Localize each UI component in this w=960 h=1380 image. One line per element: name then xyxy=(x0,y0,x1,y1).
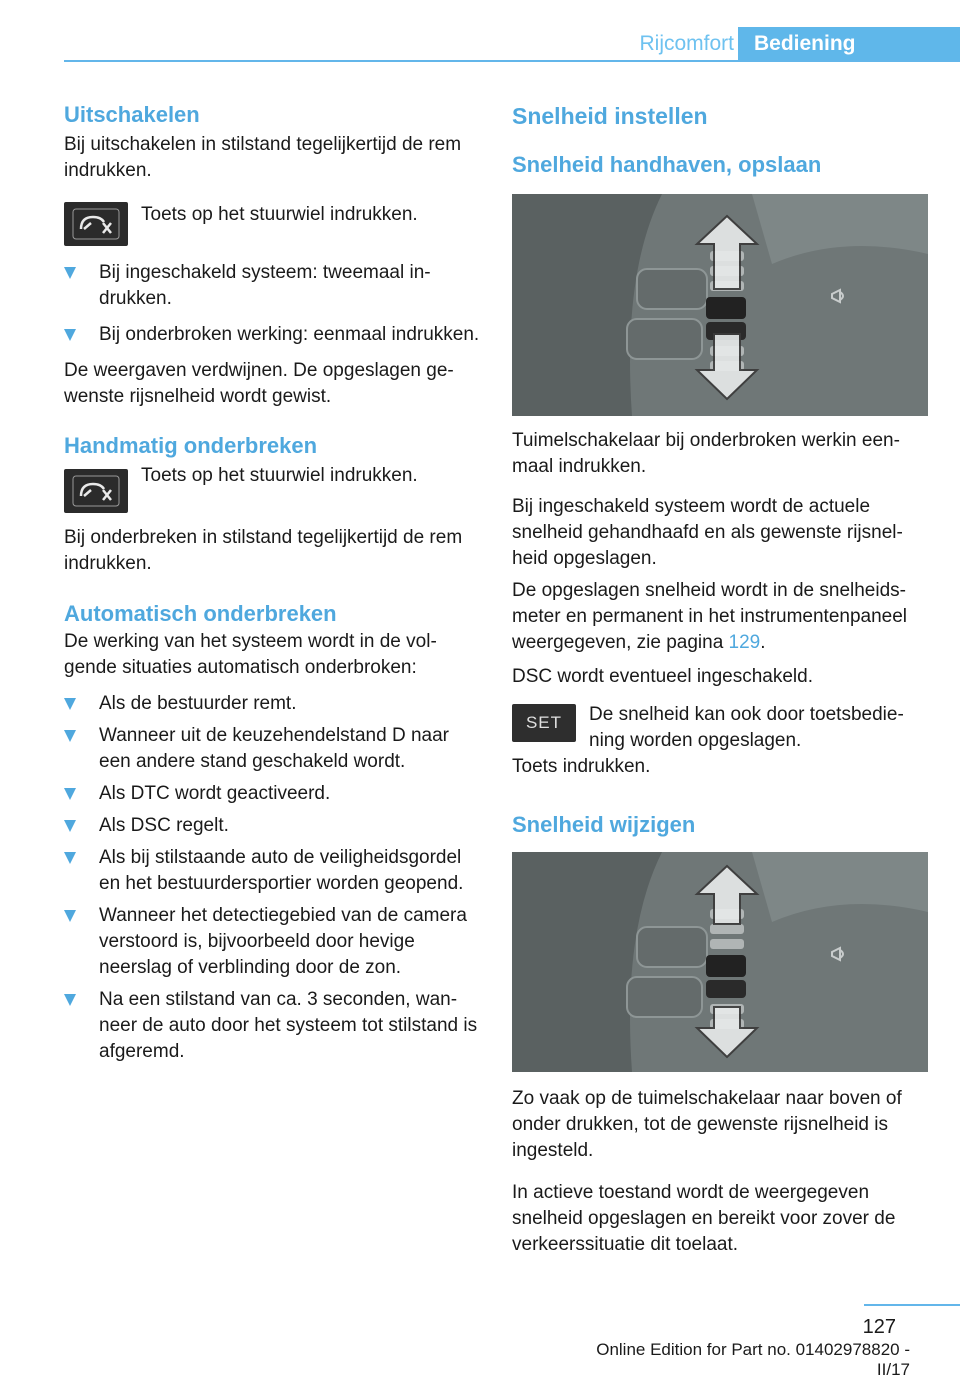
heading-instellen: Snelheid instellen xyxy=(512,103,708,129)
header-tab: Bediening xyxy=(738,27,960,60)
bullet-triangle-icon xyxy=(64,329,76,341)
paragraph: Toets indrukken. xyxy=(512,756,651,777)
left-column xyxy=(64,100,482,1065)
paragraph: Bij uitschakelen in stilstand tegelijkertijd de rem indrukken. xyxy=(64,134,462,181)
paragraph: DSC wordt eventueel ingeschakeld. xyxy=(512,666,814,687)
heading-wijzigen: Snelheid wijzigen xyxy=(512,812,696,837)
header-section: Rijcomfort xyxy=(639,32,734,55)
paragraph: Tuimelschakelaar bij onderbroken werkin eenmaal indrukken. xyxy=(512,430,900,477)
bullet-triangle-icon xyxy=(64,994,76,1006)
right-column xyxy=(512,100,930,1258)
paragraph: In actieve toestand wordt de weergegeven snelheid opgeslagen en bereikt voor zover de verkeerssituatie dit toelaat. xyxy=(512,1182,896,1255)
list-item: Als de bestuurder remt. xyxy=(64,691,482,717)
list-item: Als DSC regelt. xyxy=(64,813,482,839)
edition-note: Online Edition for Part no. 01402978820 - II/17 xyxy=(596,1340,910,1379)
header-rule xyxy=(64,60,960,62)
paragraph: De opgeslagen snelheid wordt in de snelheidsmeter en permanent in het instrumentenpaneel weergegeven, zie pagina 129. xyxy=(512,580,908,653)
bullet-triangle-icon xyxy=(64,820,76,832)
heading-handhaven: Snelheid handhaven, opslaan xyxy=(512,152,822,177)
bullet-triangle-icon xyxy=(64,852,76,864)
page-link[interactable]: 129 xyxy=(728,632,761,653)
list-item: Bij ingeschakeld systeem: tweemaal indrukken. xyxy=(64,260,482,312)
bullet-triangle-icon xyxy=(64,267,76,279)
bullet-triangle-icon xyxy=(64,788,76,800)
icon-caption: De snelheid kan ook door toetsbediening worden opgeslagen. xyxy=(589,704,904,751)
list-item: Bij onderbroken werking: eenmaal indrukken. xyxy=(64,322,482,348)
heading-handmatig: Handmatig onderbreken xyxy=(64,433,318,458)
icon-row xyxy=(64,463,482,511)
footer-rule xyxy=(864,1304,960,1306)
steering-wheel-rocker-image xyxy=(512,194,928,416)
icon-caption: Toets op het stuurwiel indrukken. xyxy=(141,204,418,225)
bullet-triangle-icon xyxy=(64,730,76,742)
icon-row xyxy=(64,202,482,250)
bullet-triangle-icon xyxy=(64,910,76,922)
bullet-triangle-icon xyxy=(64,698,76,710)
paragraph: Bij onderbreken in stilstand tegelijkertijd de rem indrukken. xyxy=(64,527,463,574)
list-item: Als bij stilstaande auto de veiligheidsgordel en het bestuurdersportier worden geopend. xyxy=(64,845,482,897)
heading-automatisch: Automatisch onderbreken xyxy=(64,601,337,626)
cruise-control-button-icon xyxy=(64,469,128,513)
steering-wheel-rocker-image xyxy=(512,852,928,1072)
list-item: Als DTC wordt geactiveerd. xyxy=(64,781,482,807)
cruise-control-button-icon xyxy=(64,202,128,246)
paragraph: De werking van het systeem wordt in de volgende situaties automatisch onderbroken: xyxy=(64,631,437,678)
page-number: 127 xyxy=(862,1316,896,1338)
icon-caption: Toets op het stuurwiel indrukken. xyxy=(141,465,418,486)
paragraph: Bij ingeschakeld systeem wordt de actuele snelheid gehandhaafd en als gewenste rijsnelheid opgeslagen. xyxy=(512,496,903,569)
set-button-icon: SET xyxy=(512,704,576,742)
paragraph: Zo vaak op de tuimelschakelaar naar boven of onder drukken, tot de gewenste rijsnelheid is ingesteld. xyxy=(512,1088,902,1161)
list-item: Wanneer uit de keuzehendelstand D naar een andere stand geschakeld wordt. xyxy=(64,723,482,775)
icon-row xyxy=(512,702,930,750)
paragraph: De weergaven verdwijnen. De opgeslagen gewenste rijsnelheid wordt gewist. xyxy=(64,360,454,407)
list-item: Wanneer het detectiegebied van de camera verstoord is, bijvoorbeeld door hevige neerslag of verblinding door de zon. xyxy=(64,903,482,981)
heading-uitschakelen: Uitschakelen xyxy=(64,102,200,127)
list-item: Na een stilstand van ca. 3 seconden, wanneer de auto door het systeem tot stilstand is afgeremd. xyxy=(64,987,482,1065)
